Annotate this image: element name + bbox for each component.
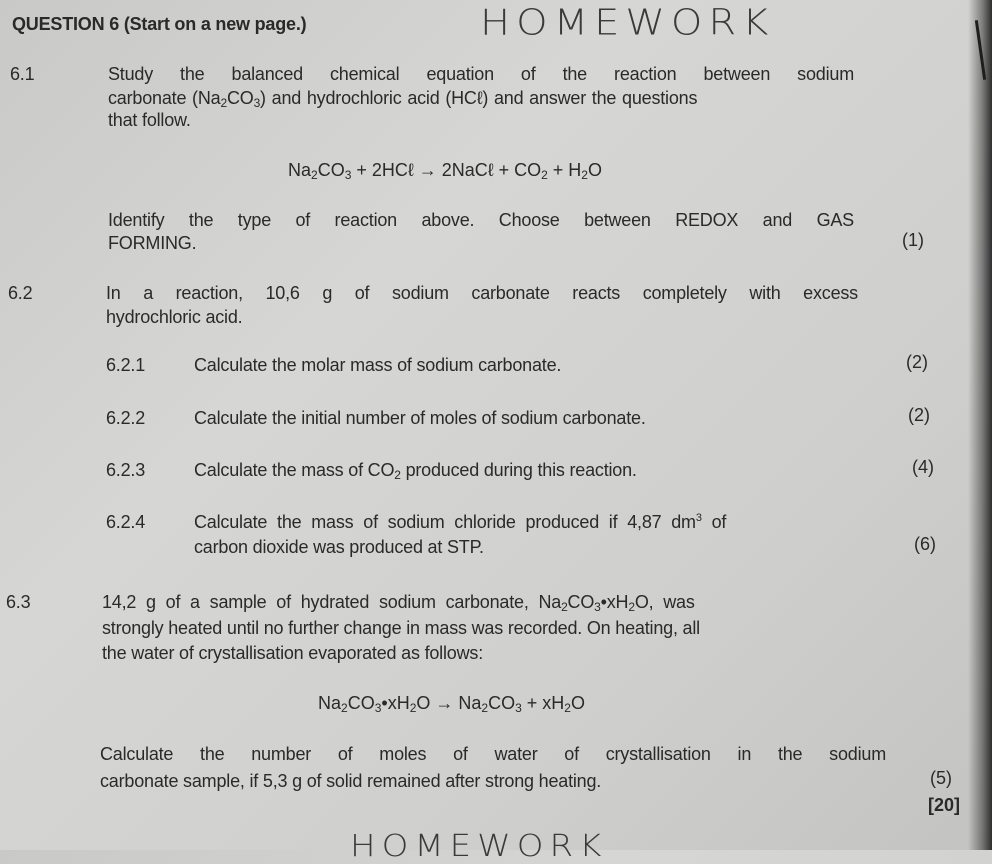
- text-fragment: Calculate the mass of sodium chloride produced if 4,87 dm: [194, 512, 696, 532]
- subquestion-marks-6-2-2: (2): [908, 405, 930, 425]
- eq-sub: 3: [515, 701, 522, 715]
- subquestion-number-6-2-4: 6.2.4: [106, 512, 146, 532]
- text-sub: 3: [594, 600, 601, 614]
- eq-sub: 2: [541, 168, 548, 182]
- eq-part: + H: [547, 160, 582, 180]
- subquestion-number-6-2-2: 6.2.2: [106, 408, 146, 428]
- text-sup: 3: [695, 512, 702, 524]
- eq-part: O: [587, 160, 602, 180]
- question-number-6-1: 6.1: [10, 64, 35, 84]
- eq-sub: 2: [581, 168, 588, 182]
- q6-1-question-line2: FORMING.: [108, 233, 197, 253]
- text-fragment: produced during this reaction.: [400, 460, 637, 480]
- eq-part: CO: [317, 160, 345, 180]
- eq-sub: 3: [344, 168, 352, 182]
- eq-part: CO: [347, 693, 375, 713]
- q6-1-intro-line3: that follow.: [108, 110, 191, 130]
- text-fragment: O, was: [634, 592, 695, 612]
- eq-part: CO: [488, 693, 516, 713]
- eq-sub: 2: [564, 701, 571, 715]
- q6-3-line2: strongly heated until no further change in mass was recorded. On heating, all: [102, 618, 700, 638]
- eq-sub: 2: [341, 701, 348, 715]
- subquestion-text-6-2-3: [194, 460, 637, 482]
- eq-sub: 3: [374, 701, 382, 715]
- text-fragment: •xH: [600, 592, 629, 612]
- q6-3-marks: (5): [930, 768, 952, 788]
- text-sub: 2: [561, 600, 568, 614]
- subquestion-marks-6-2-1: (2): [906, 352, 928, 372]
- q6-3-line1: [102, 592, 695, 614]
- eq-sub: 2: [481, 701, 489, 715]
- q6-3-question-line2: carbonate sample, if 5,3 g of solid remained after strong heating.: [100, 771, 602, 791]
- q6-3-question-line1: Calculate the number of moles of water of crystallisation in the sodium: [100, 744, 886, 764]
- subquestion-marks-6-2-3: (4): [912, 457, 934, 477]
- subquestion-text-6-2-1: Calculate the molar mass of sodium carbonate.: [194, 355, 562, 375]
- eq-part: + xH: [521, 693, 565, 713]
- q6-1-equation: [288, 160, 602, 182]
- q6-1-marks: (1): [902, 230, 924, 250]
- subquestion-text-6-2-4-line2: carbon dioxide was produced at STP.: [194, 537, 484, 557]
- question-title: QUESTION 6 (Start on a new page.): [12, 14, 307, 34]
- subquestion-text-6-2-2: Calculate the initial number of moles of sodium carbonate.: [194, 408, 646, 428]
- text-fragment: carbonate (Na: [108, 88, 221, 108]
- text-fragment: of: [701, 512, 727, 532]
- q6-1-intro-line1: Study the balanced chemical equation of the reaction between sodium: [108, 64, 854, 84]
- text-sub: 2: [628, 600, 635, 614]
- eq-part: O: [570, 693, 585, 713]
- text-fragment: CO: [226, 88, 254, 108]
- subquestion-marks-6-2-4: (6): [914, 534, 936, 554]
- text-fragment: ) and hydrochloric acid (HCℓ) and answer the questions: [260, 88, 698, 108]
- page-edge-shadow: [968, 0, 992, 850]
- question-number-6-3: 6.3: [6, 592, 31, 612]
- subquestion-number-6-2-3: 6.2.3: [106, 460, 146, 480]
- eq-part: •xH: [381, 693, 410, 713]
- text-fragment: CO: [567, 592, 595, 612]
- eq-part: Na: [318, 693, 342, 713]
- subquestion-number-6-2-1: 6.2.1: [106, 355, 146, 375]
- eq-sub: 2: [311, 168, 318, 182]
- eq-part: + 2HCℓ → 2NaCℓ + CO: [351, 160, 542, 180]
- question-number-6-2: 6.2: [8, 283, 33, 303]
- q6-3-equation: [318, 693, 585, 715]
- question-total-marks: [20]: [928, 795, 961, 815]
- handwritten-homework-note-bottom: HOMEWORK: [350, 828, 608, 864]
- subquestion-text-6-2-4-line1: [194, 512, 726, 533]
- q6-1-question-line1: Identify the type of reaction above. Choose between REDOX and GAS: [108, 210, 854, 230]
- q6-1-intro-line2: carbonate $(Na_2CO_3)$ and hydrochloric acid (HCℓ) and answer the questions: [108, 88, 698, 110]
- q6-2-intro-line2: hydrochloric acid.: [106, 307, 243, 327]
- q6-3-line3: the water of crystallisation evaporated as follows:: [102, 643, 483, 663]
- eq-part: Na: [288, 160, 312, 180]
- q6-2-intro-line1: In a reaction, 10,6 g of sodium carbonate reacts completely with excess: [106, 283, 858, 303]
- eq-part: O → Na: [416, 693, 482, 713]
- text-sub: 2: [394, 468, 401, 482]
- text-fragment: 14,2 g of a sample of hydrated sodium carbonate, Na: [102, 592, 562, 612]
- handwritten-homework-note: HOMEWORK: [480, 2, 775, 44]
- text-fragment: Calculate the mass of CO: [194, 460, 395, 480]
- eq-sub: 2: [409, 701, 417, 715]
